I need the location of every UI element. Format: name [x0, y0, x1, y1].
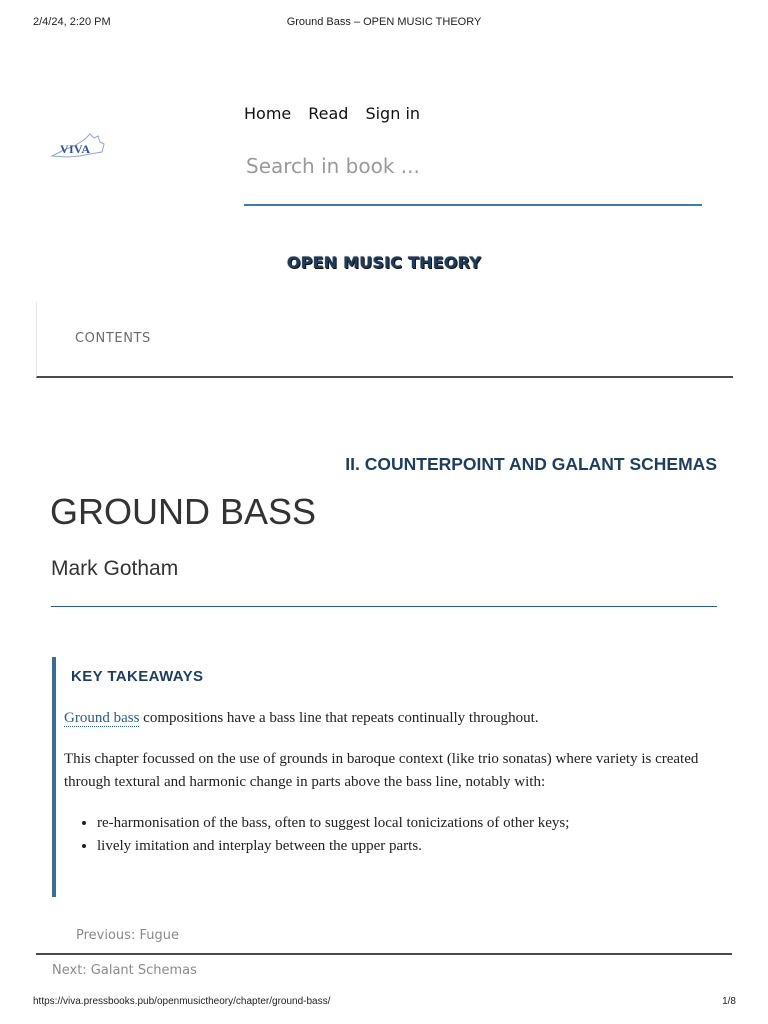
- chapter-author: Mark Gotham: [51, 557, 179, 580]
- key-takeaways-body: [64, 707, 714, 858]
- contents-panel: [36, 302, 733, 378]
- list-item: • re-harmonisation of the bass, often to suggest local tonicizations of other keys;: [97, 812, 714, 835]
- takeaway-paragraph-1: [64, 707, 714, 730]
- top-nav: [244, 104, 420, 123]
- takeaway-paragraph-2: This chapter focussed on the use of grounds in baroque context (like trio sonatas) where variety is created through textural and harmonic change in parts above the bass line, notably with:: [64, 751, 699, 790]
- nav-home-link[interactable]: Home: [244, 104, 292, 123]
- print-page-number: 1/8: [722, 996, 736, 1007]
- ground-bass-glossary-link[interactable]: Ground bass: [64, 710, 140, 726]
- search-box: [244, 144, 702, 206]
- takeaway-paragraph-1-text: compositions have a bass line that repeats continually throughout.: [139, 710, 539, 726]
- nav-sign-in-link[interactable]: Sign in: [365, 104, 421, 123]
- key-takeaways-box: [52, 657, 722, 897]
- print-page-title: Ground Bass – OPEN MUSIC THEORY: [286, 16, 482, 28]
- nav-read-link[interactable]: Read: [308, 104, 349, 123]
- contents-toggle[interactable]: CONTENTS: [75, 331, 151, 346]
- previous-chapter-link[interactable]: Previous: Fugue: [76, 928, 179, 943]
- viva-logo[interactable]: [50, 130, 106, 162]
- footer-divider: [36, 953, 732, 955]
- next-chapter-link[interactable]: Next: Galant Schemas: [52, 963, 197, 978]
- logo-text: VIVA: [60, 142, 91, 156]
- takeaway-list: [64, 812, 714, 858]
- search-input[interactable]: [244, 148, 688, 184]
- header-divider: [51, 606, 717, 607]
- chapter-title: GROUND BASS: [50, 491, 317, 532]
- print-url: https://viva.pressbooks.pub/openmusictheory/chapter/ground-bass/: [33, 996, 331, 1007]
- part-title: II. COUNTERPOINT AND GALANT SCHEMAS: [345, 454, 717, 474]
- key-takeaways-heading: KEY TAKEAWAYS: [71, 668, 204, 685]
- book-title[interactable]: OPEN MUSIC THEORY: [286, 253, 482, 272]
- list-item: • lively imitation and interplay between the upper parts.: [97, 835, 714, 858]
- print-datetime: 2/4/24, 2:20 PM: [33, 16, 111, 28]
